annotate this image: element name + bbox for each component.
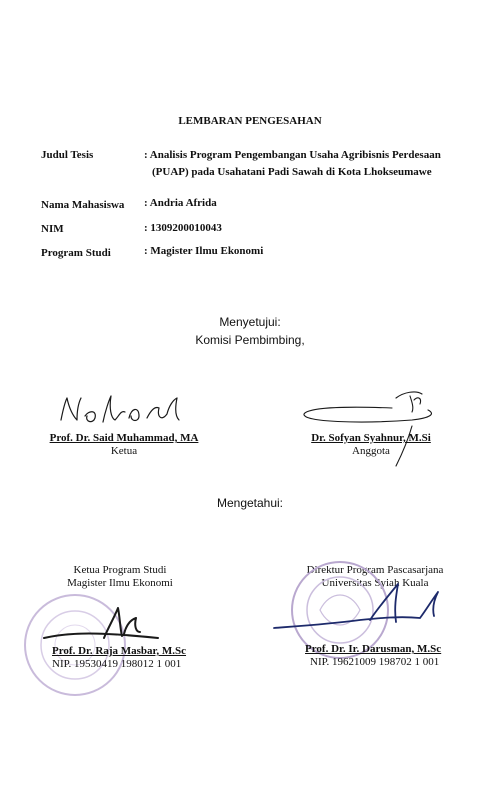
- approval-right-name: Dr. Sofyan Syahnur, M.Si: [311, 432, 431, 444]
- approval-right-role: Anggota: [352, 445, 390, 457]
- approval-committee: Komisi Pembimbing,: [195, 333, 305, 347]
- ack-left-title1: Ketua Program Studi: [73, 564, 167, 576]
- acknowledged-heading: Mengetahui:: [216, 496, 284, 510]
- value-program-studi: : Magister Ilmu Ekonomi: [144, 245, 264, 257]
- signature-raja-masbar: [40, 598, 180, 646]
- label-nama-mahasiswa: Nama Mahasiswa: [41, 199, 125, 211]
- label-nim: NIM: [41, 223, 64, 235]
- ack-right-title1: Direktur Program Pascasarjana: [306, 564, 444, 576]
- label-judul-tesis: Judul Tesis: [41, 149, 94, 161]
- approval-left-name: Prof. Dr. Said Muhammad, MA: [49, 432, 199, 444]
- value-judul-tesis-line2: (PUAP) pada Usahatani Padi Sawah di Kota Lhokseumawe: [152, 166, 432, 178]
- ack-left-title2: Magister Ilmu Ekonomi: [67, 577, 173, 589]
- ack-right-name: Prof. Dr. Ir. Darusman, M.Sc: [305, 643, 442, 655]
- value-nama-mahasiswa: : Andria Afrida: [144, 197, 217, 209]
- ack-right-title2: Universitas Syiah Kuala: [321, 577, 429, 589]
- ack-left-nip: NIP. 19530419 198012 1 001: [52, 658, 182, 670]
- value-judul-tesis-line1: : Analisis Program Pengembangan Usaha Agribisnis Perdesaan: [144, 149, 441, 161]
- signature-said-muhammad: [55, 392, 195, 428]
- label-program-studi: Program Studi: [41, 247, 111, 259]
- approval-heading: Menyetujui:: [219, 315, 281, 329]
- ack-left-name: Prof. Dr. Raja Masbar, M.Sc: [52, 645, 187, 657]
- page-title: LEMBARAN PENGESAHAN: [178, 115, 322, 127]
- ack-right-nip: NIP. 19621009 198702 1 001: [310, 656, 440, 668]
- signature-darusman: [270, 570, 450, 640]
- value-nim: : 1309200010043: [144, 222, 222, 234]
- approval-left-role: Ketua: [110, 445, 138, 457]
